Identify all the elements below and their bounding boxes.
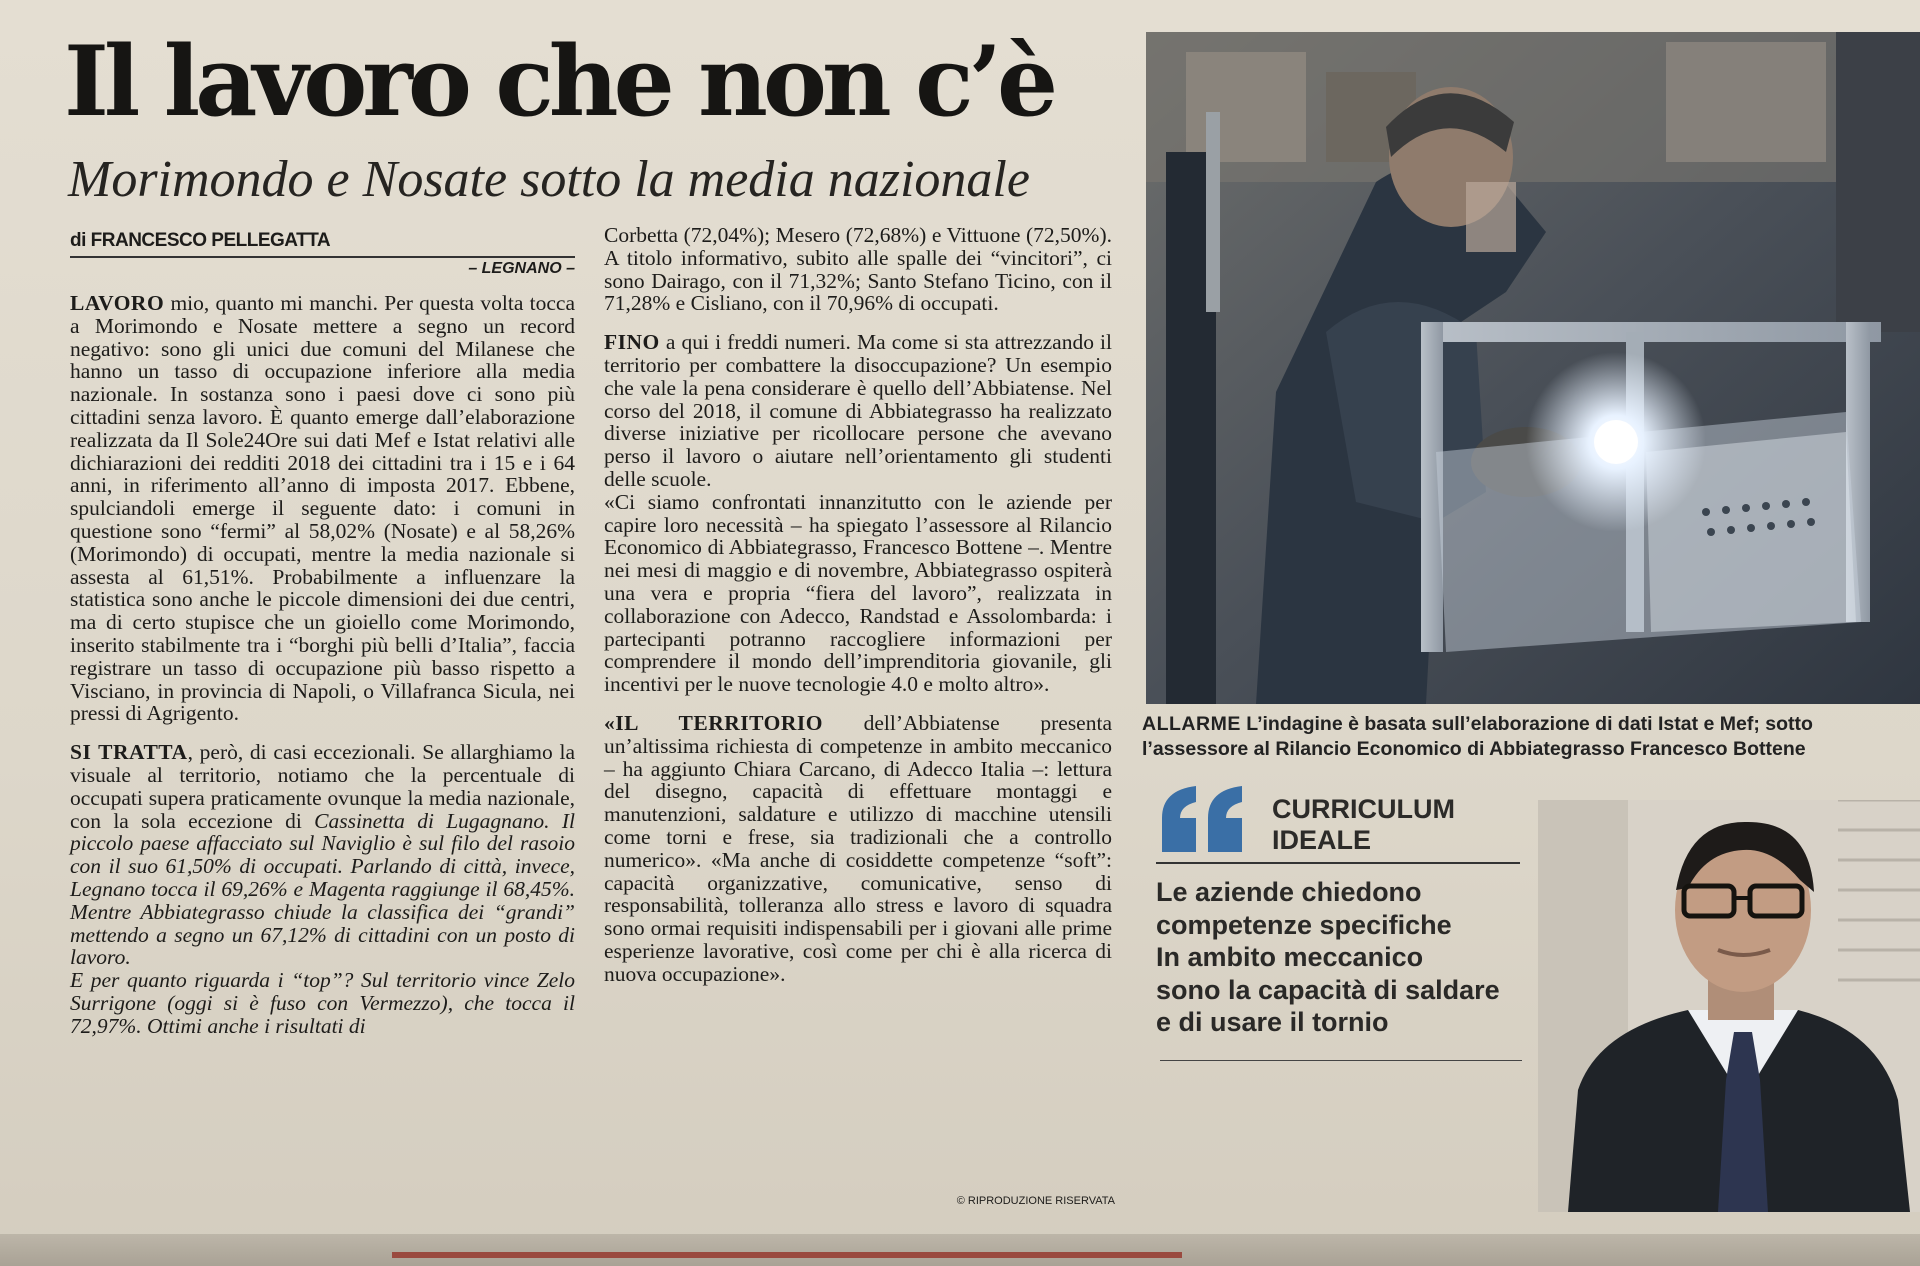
- quote-line: e di usare il tornio: [1156, 1007, 1389, 1038]
- paragraph: [70, 292, 575, 725]
- quote-box-title-line: IDEALE: [1272, 825, 1372, 855]
- quote-icon: [1156, 782, 1252, 858]
- welder-photo: [1146, 32, 1920, 704]
- article-column-1: [70, 292, 575, 1038]
- paragraph-text: a qui i freddi numeri. Ma come si sta attrezzando il territorio per combattere la disoccupazione? Un esempio che vale la pena considerare è quello dell’Abbiatense. Nel corso del 2018, il comune di Abbiategrasso ha realizzato diverse iniziative per ricollocare persone che avevano perso il lavoro o aiutare nell’orientamento gli studenti delle scuole.: [604, 330, 1112, 491]
- caption-line-1: [1142, 712, 1920, 737]
- caption-line-2: l’assessore al Rilancio Economico di Abbiategrasso Francesco Bottene: [1142, 738, 1806, 760]
- paragraph-text: dell’Abbiatense presenta un’altissima richiesta di competenze in ambito meccanico – ha aggiunto Chiara Carcano, di Adecco Italia –: lettura del disegno, capacità di effettuare montaggi e manutenzioni, saldature e utilizzo di macchine utensili come torni e frese, sia tradizionali che a controllo numerico». «Ma anche di cosiddette competenze “soft”: capacità organizzative, comunicative, senso di responsabilità, tolleranza allo stress e lavoro di squadra sono ormai requisiti indispensabili per i giovani alle prime esperienze lavorative, così come per chi è alla ricerca di nuova occupazione».: [604, 710, 1112, 986]
- paragraph: «Ci siamo confrontati innanzitutto con le aziende per capire loro necessità – ha spiegato l’assessore al Rilancio Economico di Abbiategrasso, Francesco Bottene –. Mentre nei mesi di maggio e di novembre, Abbiategrasso ospiterà una vera e propria “fiera del lavoro”, realizzata in collaborazione con Adecco, Randstad e Assolombarda: i partecipanti potranno raccogliere informazioni per comprendere il mondo dell’imprenditoria giovanile, gli incentivi per le nuove tecnologie 4.0 e molto altro».: [604, 489, 1112, 697]
- paragraph: Corbetta (72,04%); Mesero (72,68%) e Vittuone (72,50%). A titolo informativo, subito alle spalle dei “vincitori”, ci sono Dairago, con il 71,32%; Santo Stefano Ticino, con il 71,28% e Cisliano, con il 70,96% di occupati.: [604, 223, 1112, 316]
- portrait-photo-image: [1538, 800, 1920, 1212]
- bottom-color-bar: [392, 1252, 1182, 1258]
- article-column-2: [604, 224, 1112, 986]
- quote-line: sono la capacità di saldare: [1156, 974, 1500, 1005]
- subheadline: Morimondo e Nosate sotto la media nazionale: [68, 151, 1030, 208]
- quote-box-title-line: CURRICULUM: [1272, 794, 1455, 824]
- caption-lead: ALLARME: [1142, 713, 1241, 735]
- paragraph-text: , però, di casi eccezionali. Se allarghiamo la visuale al territorio, notiamo che la percentuale di occupati supera praticamente ovunque la media nazionale, con la sola eccezione di: [70, 740, 575, 833]
- paragraph-lead: «IL TERRITORIO: [604, 710, 823, 735]
- quote-line: competenze specifiche: [1156, 909, 1452, 940]
- paragraph-lead: LAVORO: [70, 291, 165, 315]
- paragraph: [70, 741, 575, 969]
- quote-line: In ambito meccanico: [1156, 942, 1424, 973]
- headline: Il lavoro che non c’è: [64, 25, 1054, 138]
- photo-caption: [1142, 712, 1920, 762]
- paragraph: [604, 712, 1112, 986]
- copyright-notice: © RIPRODUZIONE RISERVATA: [956, 1195, 1115, 1207]
- page-bottom-edge: [0, 1234, 1920, 1266]
- quote-box-bottom-rule: [1160, 1060, 1522, 1061]
- quote-box-divider: [1156, 862, 1520, 864]
- dateline: – LEGNANO –: [468, 260, 575, 277]
- portrait-photo: [1538, 800, 1920, 1212]
- welder-photo-image: [1146, 32, 1920, 704]
- quote-box-text: [1156, 876, 1556, 1039]
- quote-box-title: [1272, 794, 1532, 856]
- paragraph-lead: SI TRATTA: [70, 740, 188, 765]
- quote-line: Le aziende chiedono: [1156, 877, 1422, 907]
- paragraph-lead: FINO: [604, 330, 660, 355]
- paragraph-text: mio, quanto mi manchi. Per questa volta tocca a Morimondo e Nosate mettere a segno un record negativo: sono gli unici due comuni del Milanese che hanno un tasso di occupazione inferiore alla media nazionale. In sostanza sono i paesi dove ci sono più cittadini senza lavoro. È quanto emerge dall’elaborazione realizzata da Il Sole24Ore sui dati Mef e Istat relativi alle dichiarazioni dei redditi 2018 dei cittadini tra i 15 e i 64 anni, in riferimento all’anno di imposta 2017. Ebbene, spulciandoli emerge il seguente dato: i comuni in questione sono “fermi” al 58,02% (Nosate) e al 58,26% (Morimondo) di occupati, mentre la media nazionale si assesta al 61,51%. Probabilmente a influenzare la statistica sono anche le piccole dimensioni dei due centri, ma di certo stupisce che un gioiello come Morimondo, inserito stabilmente tra i “borghi più belli d’Italia”, faccia registrare un tasso di occupazione più basso rispetto a Visciano, in provincia di Napoli, o Villafranca Sicula, nei pressi di Agrigento.: [70, 291, 575, 726]
- paragraph-italic-text: Cassinetta di Lugagnano. Il piccolo paese affacciato sul Naviglio è sul filo del rasoio con il suo 61,50% di occupati. Parlando di città, invece, Legnano tocca il 69,26% e Magenta raggiunge il 68,45%. Mentre Abbiategrasso chiude la classifica dei “grandi” mettendo a segno un 67,12% di cittadini con un posto di lavoro.: [70, 808, 575, 970]
- paragraph: [604, 331, 1112, 491]
- byline: di FRANCESCO PELLEGATTA: [70, 230, 331, 251]
- caption-text: L’indagine è basata sull’elaborazione di dati Istat e Mef; sotto: [1240, 713, 1813, 735]
- paragraph: E per quanto riguarda i “top”? Sul territorio vince Zelo Surrigone (oggi si è fuso con Vermezzo), che tocca il 72,97%. Ottimi anche i risultati di: [70, 968, 575, 1038]
